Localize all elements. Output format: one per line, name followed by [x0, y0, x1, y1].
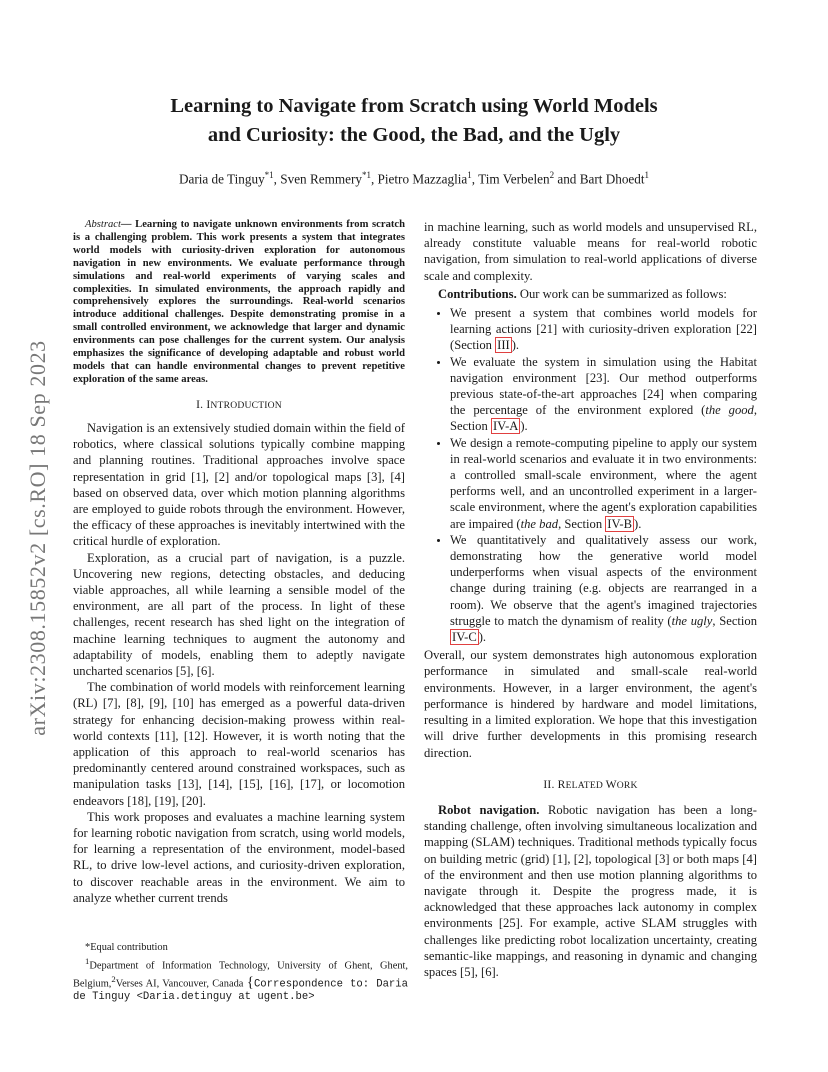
list-item: • We design a remote-computing pipeline to apply our system in real-world scenarios and evaluate it in two environments: a controlled small-scale environment, where the agent performs well, and an uncontrolled experiment in a larger-scale environment, where the agent's exploration capabilities are impaired (the bad, Section IV-B ). — [450, 435, 757, 532]
robot-navigation-label: Robot navigation. — [438, 802, 540, 817]
footnote-equal-contribution: *Equal contribution — [85, 942, 168, 953]
section-title-initial: I — [206, 397, 211, 411]
left-column — [73, 219, 405, 906]
correspondence-brace: { — [246, 974, 254, 991]
section-link[interactable]: IV-B — [607, 516, 633, 531]
intro-paragraph-4: This work proposes and evaluates a machine learning system for learning robotic navigation from scratch, using world models, for learning a representation of the environment, model-based RL, to drive low-level actions, and curiosity-driven exploration, to discover reachable areas in the environment. We aim to analyze whether current trends — [73, 809, 405, 905]
title-line-1: Learning to Navigate from Scratch using World Models — [170, 95, 658, 117]
overall-paragraph: Overall, our system demonstrates high autonomous exploration performance in simulated and small-scale real-world environments. However, in a larger environment, the agent's performance is hindered by hardware and model limitations, resulting in a limited exploration. We hope that this investigation will drive further developments in this promising research direction. — [424, 648, 757, 760]
contributions-intro: Our work can be summarized as follows: — [516, 286, 727, 301]
author-affiliation-mark: *1 — [361, 170, 371, 180]
list-item: • We evaluate the system in simulation using the Habitat navigation environment [23]. Our method outperforms previous state-of-the-art approaches [24] when comparing the percentage of the environment explored (the good, Section IV-A ). — [450, 354, 757, 435]
intro-paragraph-3: The combination of world models with reinforcement learning (RL) [7], [8], [9], [10] has emerged as a powerful data-driven strategy for enhancing decision-making prowess within real-world contexts [11], [12]. However, it is worth noting that the application of this approach to real-world scenarios has predominantly centered around constrained workspaces, such as manipulation tasks [13], [14], [15], [16], [17], or locomotion endeavors [18], [19], [20]. — [73, 680, 405, 808]
section-link[interactable]: III — [497, 338, 510, 353]
affiliation-text: Department of Information Technology, University of Ghent, Ghent, Belgium, — [73, 960, 408, 990]
affiliation-mark: 2 — [111, 974, 116, 985]
right-column — [424, 219, 757, 980]
footnotes — [73, 942, 408, 1004]
abstract — [73, 219, 405, 387]
section-number: I. — [196, 397, 207, 411]
contributions-list — [424, 305, 757, 645]
section-heading-introduction — [73, 397, 405, 414]
paper-title — [80, 92, 748, 150]
list-item: • We quantitatively and qualitatively assess our work, demonstrating how the generative world model underperforms when visual aspects of the environment change during training (e.g. objects are rearranged in a room). We observe that the agent's imagined trajectories struggle to match the dynamism of reality (the ugly, Section IV-C ). — [450, 532, 757, 645]
list-item: • We present a system that combines world models for learning actions [21] with curiosity-driven exploration [22] (Section III ). — [450, 305, 757, 354]
section-heading-related-work: II. RELATED WORK — [543, 777, 638, 791]
section-title-rest: NTRODUCTION — [210, 399, 282, 411]
arxiv-identifier: arXiv:2308.15852v2 [cs.RO] 18 Sep 2023 — [25, 340, 50, 736]
author-affiliation-mark: 1 — [467, 170, 472, 180]
abstract-text: — Learning to navigate unknown environments from scratch is a challenging problem. This work presents a system that integrates world models with curiosity-driven exploration for autonomous navigation in new environments. We evaluate performance through simulations and real-world experiments of varying scales and complexities. In simulated environments, the approach rapidly and comprehensively explores the surroundings. Real-world scenarios introduce additional challenges. Despite demonstrating promise in a small controlled environment, we acknowledge that larger and dynamic environments can pose challenges for the current system. Our analysis emphasizes the significance of developing adaptable and robust world models that can handle environmental changes to prevent repetitive exploration of the same areas. — [73, 219, 405, 385]
contributions-paragraph — [424, 286, 757, 302]
affiliation-mark: 1 — [85, 955, 90, 966]
author-affiliation-mark: *1 — [264, 170, 274, 180]
author-name: Pietro Mazzaglia — [377, 171, 468, 187]
correspondence-text: Correspondence to: Daria de Tinguy <Daria.detinguy at ugent.be> — [73, 978, 408, 1004]
intro-paragraph-1: Navigation is an extensively studied domain within the field of robotics, where classical solutions typically combine mapping and planning routines. Traditional approaches involve space representation in grid [1], [2] and/or topological maps [3], [4] based on observed data, over which motion planning algorithms are employed to guide robots through the environment. However, the efficacy of these approaches is inevitably intertwined with the critical hurdle of exploration. — [73, 420, 405, 549]
author-name: Daria de Tinguy — [178, 171, 265, 187]
author-affiliation-mark: 1 — [644, 170, 650, 180]
section-link[interactable]: IV-A — [492, 419, 519, 434]
author-name: Tim Verbelen — [478, 171, 550, 187]
intro-paragraph-2: Exploration, as a crucial part of navigation, is a puzzle. Uncovering new regions, detecting obstacles, and deducing viable approaches, all while learning a sensible model of the environment, are all part of the process. In light of these challenges, recent research has shed light on the integration of machine learning techniques to augment the autonomy and adaptability of models, enabling them to adeptly navigate uncharted scenarios [5], [6]. — [73, 550, 405, 679]
intro-continuation: in machine learning, such as world models and unsupervised RL, already constitute valuable means for real-world robotic navigation, from simulation to real-world applications of diverse scale and complexity. — [424, 220, 757, 283]
robot-navigation-text: Robotic navigation has been a long-standing challenge, often involving simultaneous localization and mapping (SLAM) techniques. Traditional methods typically focus on building metric (grid) [1], [2], topological [3] or both maps [4] of the environment and then use motion planning algorithms to navigate through it. Despite the progress made, it is acknowledged that these approaches lack autonomy in complex environments [25]. For example, active SLAM struggles with challenges like predicting robot localization uncertainty, creating semantic-like mappings, and reasoning in dynamic and changing spaces [5], [6]. — [424, 802, 757, 979]
author-list: Daria de Tinguy$^{*1}$, Sven Remmery$^{*1}$, Pietro Mazzaglia$^1$, Tim Verbelen$^2$ and Bart Dhoedt$^1$ — [178, 170, 650, 187]
affiliation-text: Verses AI, Vancouver, Canada — [115, 978, 247, 990]
abstract-label: Abstract — [85, 219, 121, 230]
author-name: and Bart Dhoedt — [557, 171, 645, 187]
robot-navigation-paragraph — [424, 802, 757, 980]
arxiv-sidebar — [18, 288, 58, 788]
footnote-affiliations — [73, 955, 408, 1004]
author-name: Sven Remmery — [280, 171, 362, 187]
contributions-label: Contributions. — [438, 286, 517, 301]
section-number: II. — [543, 777, 558, 791]
section-link[interactable]: IV-C — [452, 630, 477, 645]
author-affiliation-mark: 2 — [549, 170, 555, 180]
title-line-2: and Curiosity: the Good, the Bad, and the Ugly — [207, 124, 621, 146]
